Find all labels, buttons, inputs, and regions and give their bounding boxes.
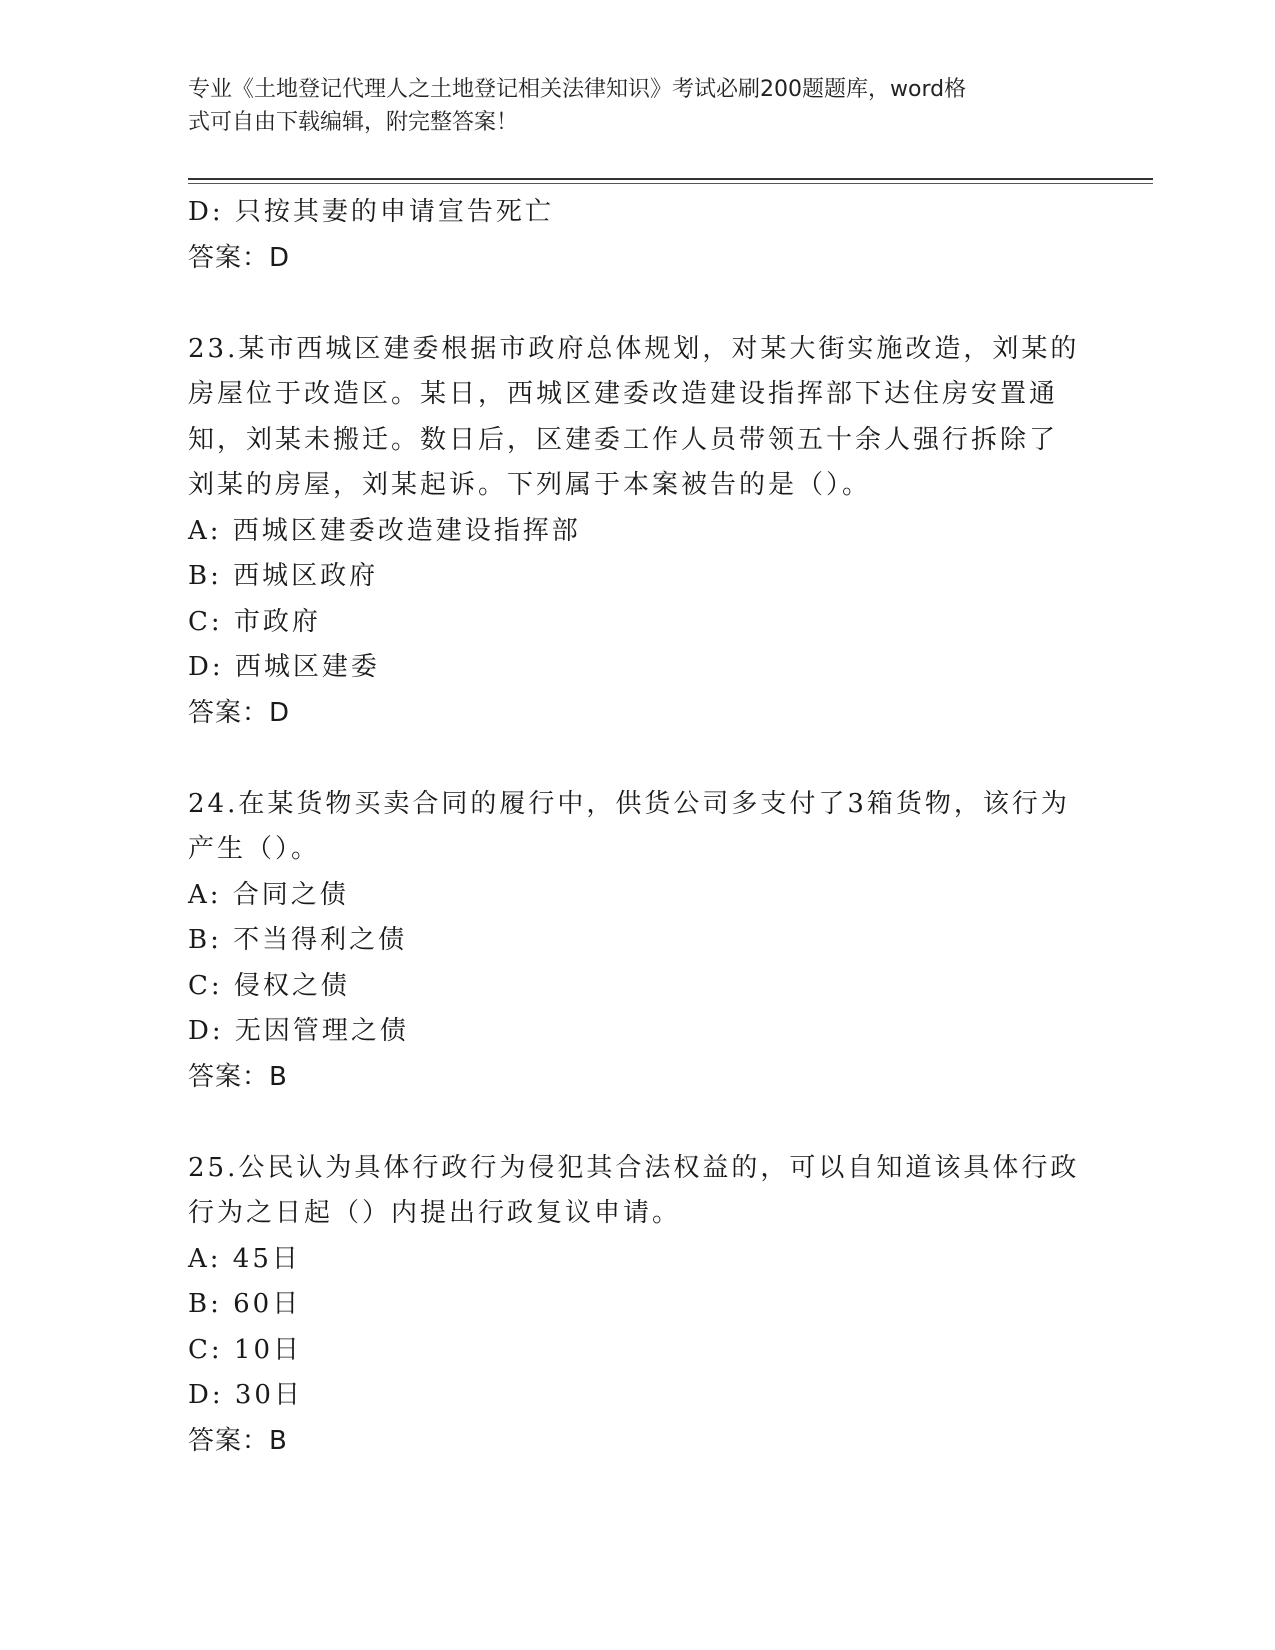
header-divider-thick <box>188 178 1153 180</box>
document-body <box>188 190 1088 1464</box>
prev-option-d: D: 只按其妻的申请宣告死亡 <box>188 197 554 227</box>
header-line-2: 式可自由下载编辑，附完整答案！ <box>188 110 519 135</box>
header-line-1: 专业《土地登记代理人之土地登记相关法律知识》考试必刷200题题库，word格 <box>188 77 967 102</box>
prev-answer: 答案：D <box>188 242 291 273</box>
q23-stem-line-1: 23.某市西城区建委根据市政府总体规划，对某大街实施改造，刘某的 <box>188 333 1080 364</box>
q23-stem-line-3: 知，刘某未搬迁。数日后，区建委工作人员带领五十余人强行拆除了 <box>188 424 1059 455</box>
document-header <box>188 73 1068 139</box>
q23-option-a: A: 西城区建委改造建设指挥部 <box>188 515 581 546</box>
q23-option-c: C: 市政府 <box>188 606 321 637</box>
q25-option-b: B: 60日 <box>188 1289 302 1319</box>
q23-option-b: B: 西城区政府 <box>188 561 379 591</box>
q23-answer: 答案：D <box>188 697 291 728</box>
q24-option-a: A: 合同之债 <box>188 879 349 910</box>
q24-option-b: B: 不当得利之债 <box>188 925 408 955</box>
spacer <box>188 1100 1088 1146</box>
q25-option-a: A: 45日 <box>188 1243 301 1274</box>
q25-option-c: C: 10日 <box>188 1334 303 1365</box>
spacer <box>188 281 1088 327</box>
q23-stem-line-2: 房屋位于改造区。某日，西城区建委改造建设指挥部下达住房安置通 <box>188 379 1059 409</box>
header-divider-thin <box>188 183 1153 184</box>
q23-stem-line-4: 刘某的房屋，刘某起诉。下列属于本案被告的是（）。 <box>188 470 872 500</box>
q25-option-d: D: 30日 <box>188 1380 303 1410</box>
q25-stem-line-1: 25.公民认为具体行政行为侵犯其合法权益的，可以自知道该具体行政 <box>188 1152 1080 1183</box>
question-25 <box>188 1146 1088 1465</box>
q24-stem-line-2: 产生（）。 <box>188 834 321 864</box>
question-23 <box>188 327 1088 737</box>
q24-stem-line-1: 24.在某货物买卖合同的履行中，供货公司多支付了3箱货物，该行为 <box>188 788 1070 819</box>
q23-option-d: D: 西城区建委 <box>188 652 380 682</box>
q24-option-d: D: 无因管理之债 <box>188 1016 409 1046</box>
spacer <box>188 736 1088 782</box>
question-24 <box>188 782 1088 1101</box>
q24-option-c: C: 侵权之债 <box>188 970 350 1001</box>
q25-stem-line-2: 行为之日起（）内提出行政复议申请。 <box>188 1198 682 1228</box>
q24-answer: 答案：B <box>188 1061 288 1092</box>
q25-answer: 答案：B <box>188 1425 288 1456</box>
